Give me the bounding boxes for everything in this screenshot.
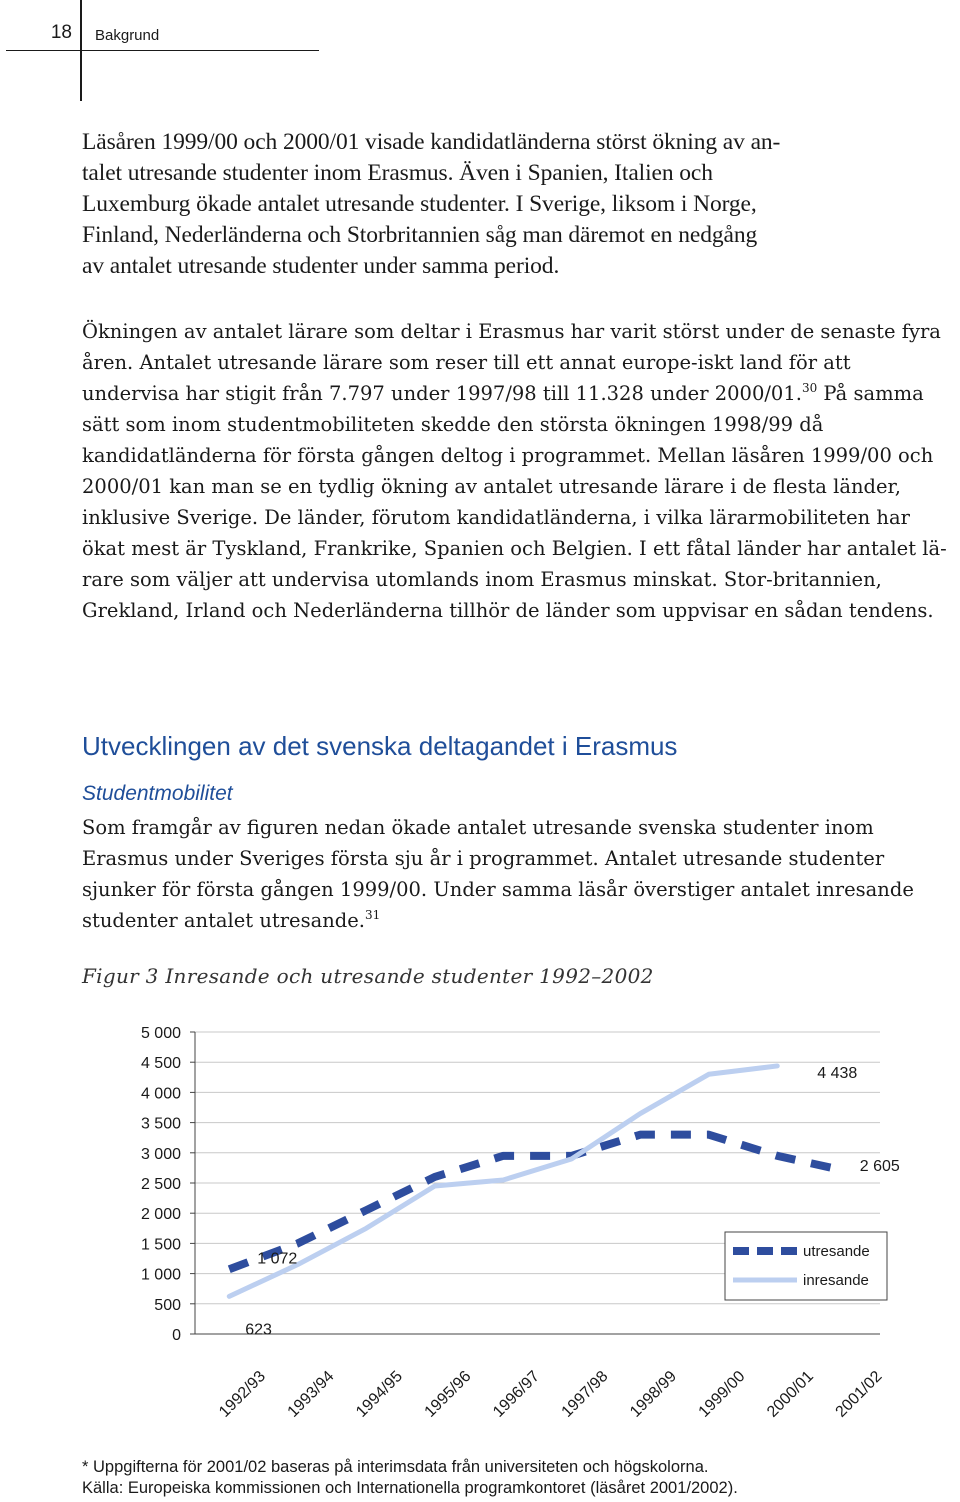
x-tick-label: 1999/00 [695,1367,749,1421]
paragraph-1-line: Luxemburg ökade antalet utresande studenter. I Sverige, liksom i Norge, [82,191,757,217]
y-tick-label: 500 [154,1296,181,1314]
line-chart [0,1010,960,1450]
x-tick-label: 1994/95 [353,1367,406,1421]
paragraph-3-text: Som framgår av figuren nedan ökade antalet utresande svenska studenter inom Erasmus under Sveriges första sju år i programmet. Antalet utresande studenter sjunker för första gången 1999/00. Under samma läsår överstiger antalet inresande studenter antalet utresande. [82,816,914,932]
legend-label: inresande [803,1272,869,1289]
footnote-ref-30[interactable]: 30 [801,381,818,395]
series-line-inresande [229,1066,777,1296]
paragraph-1-line: Finland, Nederländerna och Storbritannien såg man däremot en nedgång [82,222,758,248]
y-axis-ticks [141,1025,181,1344]
y-tick-label: 0 [172,1327,181,1344]
footnote-source: Källa: Europeiska kommissionen och Internationella programkontoret (läsåret 2001/2002). [82,1479,738,1497]
footnote-interim-data: * Uppgifterna för 2001/02 baseras på interimsdata från universiteten och högskolorna. [82,1458,709,1476]
x-tick-label: 2000/01 [764,1367,817,1421]
subsection-title: Studentmobilitet [82,782,233,805]
y-tick-label: 1 500 [140,1236,181,1254]
footnote-ref-31[interactable]: 31 [365,908,381,922]
data-label: 4 438 [817,1064,858,1082]
y-tick-label: 3 000 [140,1145,181,1163]
page-number: 18 [50,22,72,43]
data-label: 1 072 [257,1250,298,1268]
y-tick-label: 3 500 [140,1115,181,1133]
x-axis-ticks [216,1368,885,1421]
x-tick-label: 1992/93 [216,1367,269,1421]
paragraph-3 [82,812,952,936]
y-tick-label: 4 500 [140,1055,181,1073]
x-tick-label: 1996/97 [490,1367,543,1421]
x-tick-label: 1997/98 [558,1367,612,1421]
y-tick-label: 2 500 [140,1176,181,1193]
figure-caption: Figur 3 Inresande och utresande studenter 1992–2002 [82,964,654,988]
x-tick-label: 1995/96 [421,1367,475,1421]
data-label: 623 [245,1321,272,1339]
x-tick-label: 2001/02 [832,1367,886,1421]
data-label: 2 605 [859,1157,900,1175]
section-title: Utvecklingen av det svenska deltagandet i Erasmus [82,731,678,761]
header-horizontal-rule [6,50,319,51]
legend-label: utresande [803,1243,870,1260]
chart-legend [725,1232,887,1300]
paragraph-1-line: Läsåren 1999/00 och 2000/01 visade kandidatländerna störst ökning av an- [82,129,781,155]
y-tick-label: 5 000 [140,1025,181,1042]
y-tick-label: 4 000 [140,1085,181,1103]
paragraph-1 [82,127,952,282]
paragraph-2-text-a: Ökningen av antalet lärare som deltar i Erasmus har varit störst under de senaste fyra åren. Antalet utresande lärare som reser till ett annat europe-iskt land för att undervisa har stigit från 7.797 under 1997/98 till 11.328 under 2000/01. [82,320,941,405]
paragraph-2 [82,316,952,626]
paragraph-1-line: av antalet utresande studenter under samma period. [82,253,560,279]
running-header: Bakgrund [95,27,160,44]
x-tick-label: 1998/99 [627,1367,680,1421]
paragraph-1-line: talet utresande studenter inom Erasmus. Även i Spanien, Italien och [82,160,713,186]
x-tick-label: 1993/94 [284,1367,338,1421]
y-tick-label: 1 000 [140,1266,181,1284]
y-tick-label: 2 000 [140,1206,181,1224]
paragraph-2-text-b: På samma sätt som inom studentmobiliteten skedde den största ökningen 1998/99 då kandidatländerna för första gången deltog i programmet. Mellan läsåren 1999/00 och 2000/01 kan man se en tydlig ökning av antalet utresande lärare i de flesta länder, inklusive Sverige. De länder, förutom kandidatländerna, i vilka lärarmobiliteten har ökat mest är Tyskland, Frankrike, Spanien och Belgien. I ett fåtal länder har antalet lä-rare som väljer att undervisa utomlands inom Erasmus minskat. Stor-britannien, Grekland, Irland och Nederländerna tillhör de länder som uppvisar en sådan tendens. [82,382,947,622]
